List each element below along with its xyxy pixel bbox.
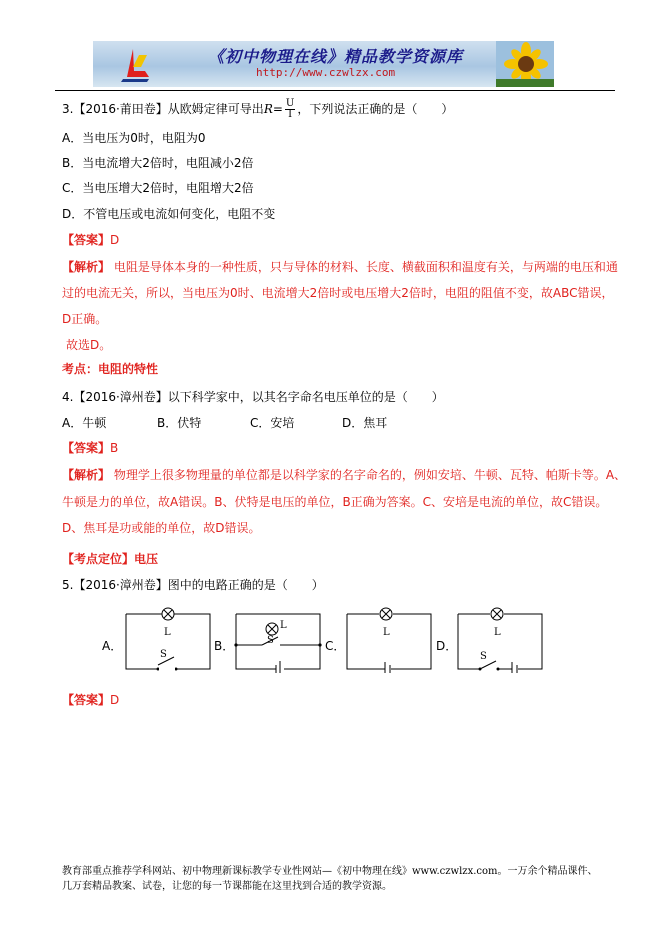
q5-answer	[62, 693, 119, 707]
formula-variable: R	[263, 102, 273, 116]
q4-kaodian: 【考点定位】电压	[62, 552, 159, 566]
q3-option-b: B．当电流增大2倍时，电阻减小2倍	[62, 156, 254, 170]
q3-stem	[62, 99, 453, 120]
q4-option-d: D．焦耳	[342, 416, 388, 430]
q3-analysis-line1	[62, 260, 618, 274]
banner-url[interactable]: http://www.czwlzx.com	[256, 66, 396, 79]
q3-stem-text: 3.【2016·莆田卷】从欧姆定律可导出	[62, 102, 264, 116]
q4-analysis-line2: 牛顿是力的单位，故A错误。B、伏特是电压的单位，B正确为答案。C、安培是电流的单位，故C错误。	[62, 495, 608, 509]
q4-answer	[62, 441, 118, 455]
q4-analysis-line3: D、焦耳是功或能的单位，故D错误。	[62, 521, 261, 535]
circuit-label-c: C．	[325, 639, 346, 653]
q3-option-d: D．不管电压或电流如何变化，电阻不变	[62, 207, 276, 221]
q3-conclusion: 故选D。	[66, 338, 112, 352]
circuit-diagram-b	[232, 607, 324, 673]
site-logo-icon	[119, 47, 153, 83]
q3-stem-tail: ，下列说法正确的是（ ）	[297, 102, 454, 116]
q4-stem: 4.【2016·漳州卷】以下科学家中，以其名字命名电压单位的是（ ）	[62, 390, 444, 404]
answer-value: D	[110, 693, 120, 707]
analysis-text: 物理学上很多物理量的单位都是以科学家的名字命名的，例如安培、牛顿、瓦特、帕斯卡等。A、	[113, 468, 627, 482]
q3-option-c: C．当电压增大2倍时，电阻增大2倍	[62, 181, 254, 195]
q4-option-c: C．安培	[250, 416, 295, 430]
q3-option-a: A．当电压为0时，电阻为0	[62, 131, 206, 145]
answer-tag: 【答案】	[62, 693, 111, 707]
circuit-label-b: B．	[214, 639, 235, 653]
circuit-diagram-d	[454, 607, 546, 673]
lamp-label: L	[494, 627, 501, 638]
header-banner	[93, 41, 554, 87]
fraction-denominator: I	[288, 109, 293, 120]
sunflower-icon	[496, 41, 554, 87]
circuit-diagram-c	[343, 607, 435, 673]
q4-option-b: B．伏特	[157, 416, 202, 430]
banner-title: 《初中物理在线》精品教学资源库	[208, 47, 464, 66]
analysis-text: 电阻是导体本身的一种性质，只与导体的材料、长度、横截面积和温度有关，与两端的电压和通	[113, 260, 618, 274]
formula-fraction	[285, 99, 295, 120]
q5-stem: 5.【2016·漳州卷】图中的电路正确的是（ ）	[62, 578, 324, 592]
analysis-tag: 【解析】	[62, 260, 111, 274]
formula-equals: =	[272, 102, 283, 116]
switch-label: S	[480, 651, 487, 662]
lamp-label: L	[280, 620, 287, 631]
q3-kaodian: 考点：电阻的特性	[62, 362, 159, 376]
q3-analysis-line3: D正确。	[62, 312, 108, 326]
switch-label: S	[267, 635, 274, 646]
circuit-diagram-a	[122, 607, 214, 673]
lamp-label: L	[164, 627, 171, 638]
analysis-tag: 【解析】	[62, 468, 111, 482]
footer-line1: 教育部重点推荐学科网站、初中物理新课标教学专业性网站—《初中物理在线》www.czwlzx.com。一万余个精品课件、	[62, 866, 598, 877]
header-rule	[55, 90, 615, 91]
q3-answer	[62, 233, 119, 247]
circuit-label-a: A．	[102, 639, 123, 653]
lamp-label: L	[383, 627, 390, 638]
switch-label: S	[160, 649, 167, 660]
answer-value: D	[110, 233, 120, 247]
q4-analysis-line1	[62, 468, 626, 482]
circuit-label-d: D．	[436, 639, 458, 653]
footer-line2: 几万套精品教案、试卷，让您的每一节课都能在这里找到合适的教学资源。	[62, 881, 392, 892]
q4-option-a: A．牛顿	[62, 416, 107, 430]
fraction-numerator: U	[285, 98, 295, 109]
answer-tag: 【答案】	[62, 233, 111, 247]
answer-tag: 【答案】	[62, 441, 111, 455]
answer-value: B	[110, 441, 119, 455]
q3-analysis-line2: 过的电流无关，所以，当电压为0时、电流增大2倍时或电压增大2倍时，电阻的阻值不变，故ABC错误，	[62, 286, 614, 300]
